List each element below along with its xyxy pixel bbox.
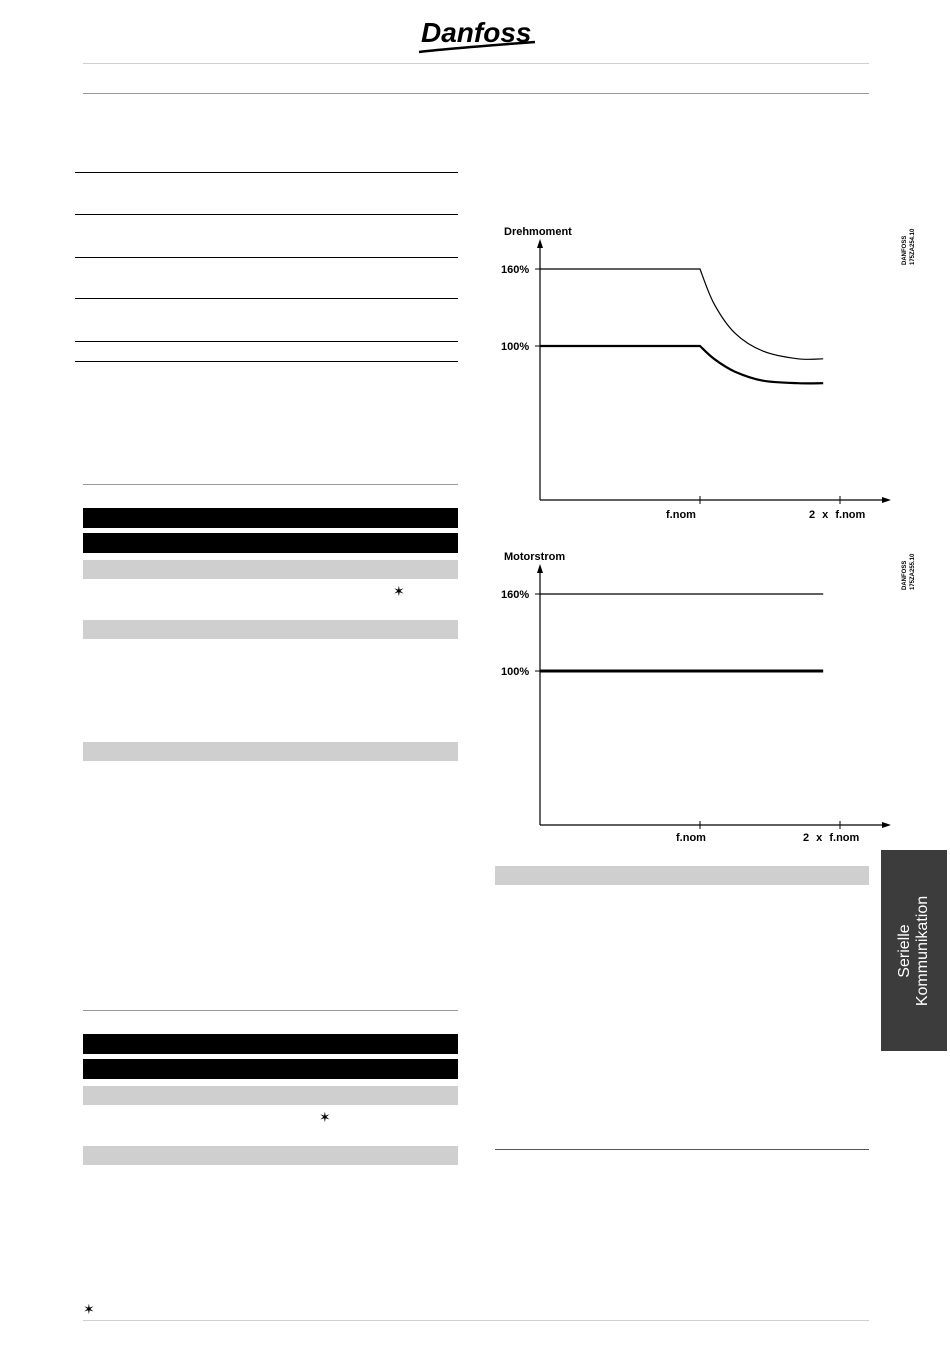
- default-star-icon: ✶: [393, 583, 405, 599]
- table-rule: [75, 257, 458, 258]
- y-axis-arrow: [537, 239, 543, 248]
- header-rule-top: [83, 63, 869, 64]
- y-axis-arrow: [537, 564, 543, 573]
- section-tab-serielle-kommunikation[interactable]: [881, 850, 947, 1051]
- function-header-bar: [83, 1146, 458, 1165]
- table-rule: [75, 361, 458, 362]
- y-axis-label: Motorstrom: [504, 551, 566, 563]
- parameter-subtitle-bar: [83, 533, 458, 553]
- figure-ref-line1: DANFOSS: [902, 235, 908, 265]
- value-header-bar: [83, 1086, 458, 1105]
- default-star-icon: ✶: [319, 1109, 331, 1125]
- y-tick-label-100: 100%: [501, 666, 530, 678]
- x-axis-arrow: [882, 822, 891, 828]
- description-header-bar-right: [495, 866, 869, 885]
- y-axis-label: Drehmoment: [504, 226, 572, 238]
- parameter-title-bar: [83, 1034, 458, 1054]
- x-tick-label-fnom: f.nom: [666, 509, 696, 521]
- footer-rule: [83, 1320, 869, 1321]
- danfoss-logo-graphic: [415, 12, 540, 57]
- parameter-title-bar: [83, 508, 458, 528]
- section-tab-line2: Kommunikation: [914, 895, 931, 1006]
- y-tick-label-160: 160%: [501, 589, 530, 601]
- figure-ref-line2: 175ZA255.10: [910, 553, 916, 590]
- header-rule: [83, 93, 869, 94]
- figure-ref-line2: 175ZA254.10: [910, 228, 916, 265]
- x-tick-label-2fnom: 2 x f.nom: [803, 832, 860, 844]
- parameter-subtitle-bar: [83, 1059, 458, 1079]
- section-tab-label: [896, 895, 932, 1005]
- table-rule: [75, 298, 458, 299]
- x-tick-label-fnom: f.nom: [676, 832, 706, 844]
- logo-text: Danfoss: [421, 17, 532, 48]
- x-axis-arrow: [882, 497, 891, 503]
- current-chart: [495, 545, 895, 850]
- footnote-star-icon: ✶: [83, 1301, 95, 1317]
- y-tick-label-160: 160%: [501, 264, 530, 276]
- description-header-bar: [83, 742, 458, 761]
- section-rule-right: [495, 1149, 869, 1150]
- section-rule: [83, 1010, 458, 1011]
- x-tick-label-2fnom: 2 x f.nom: [809, 509, 866, 521]
- table-rule: [75, 214, 458, 215]
- section-rule: [83, 484, 458, 485]
- function-header-bar: [83, 620, 458, 639]
- torque-curve-100: [540, 346, 823, 383]
- danfoss-logo: [415, 12, 540, 57]
- table-rule: [75, 341, 458, 342]
- value-header-bar: [83, 560, 458, 579]
- torque-chart: [495, 220, 895, 525]
- table-rule: [75, 172, 458, 173]
- figure-ref-line1: DANFOSS: [902, 560, 908, 590]
- y-tick-label-100: 100%: [501, 341, 530, 353]
- section-tab-line1: Serielle: [896, 923, 913, 978]
